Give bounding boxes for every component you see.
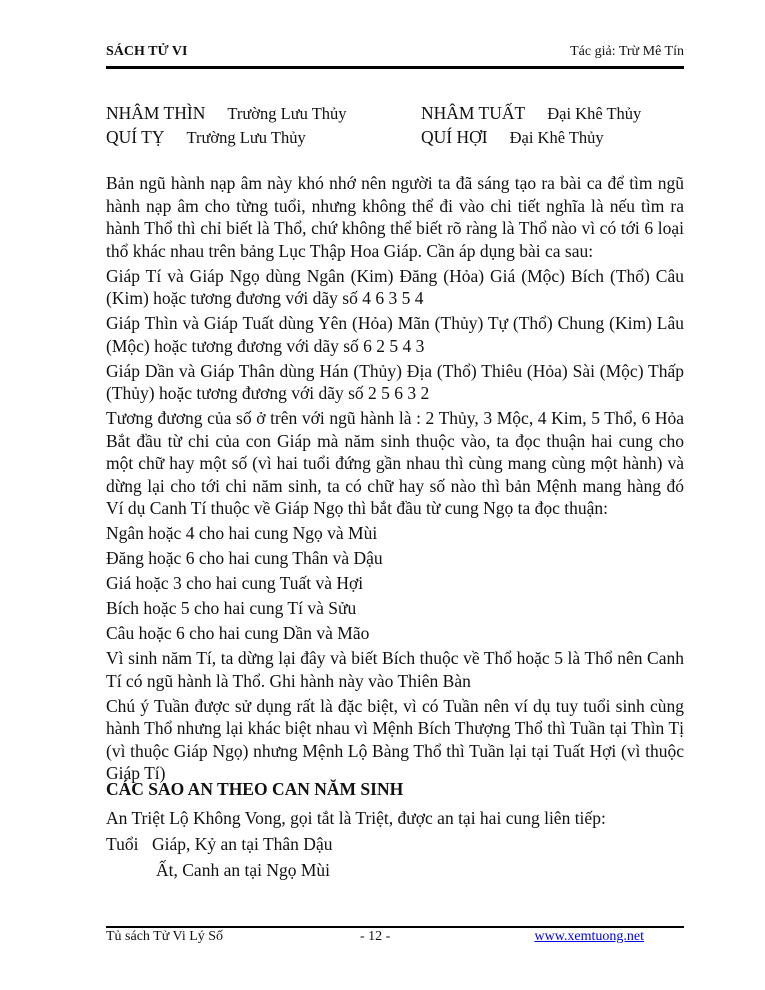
menh: Đại Khê Thủy — [509, 128, 604, 147]
page-header — [106, 44, 684, 64]
paragraph: Ngân hoặc 4 cho hai cung Ngọ và Mùi — [106, 523, 378, 543]
table-row — [106, 101, 684, 125]
menh: Đại Khê Thủy — [547, 104, 642, 123]
table-row — [106, 125, 684, 149]
paragraph: Tương đương của số ở trên với ngũ hành là : 2 Thủy, 3 Mộc, 4 Kim, 5 Thổ, 6 Hỏa Bắt đầu từ chi của con Giáp mà năm sinh thuộc vào, ta đọc thuận hai cung cho một chữ hay một số (vì hai tuổi đứng gần nhau thì cùng mang cùng một hành) và dừng lại cho tới chi năm sinh, ta có chữ hay số nào thì bản Mệnh mang hàng đó Ví dụ Canh Tí thuộc về Giáp Ngọ thì bắt đầu từ cung Ngọ ta đọc thuận: — [106, 408, 684, 518]
page-number: - 12 - — [360, 929, 391, 944]
menh: Trường Lưu Thủy — [227, 104, 347, 123]
table-cell — [106, 101, 347, 126]
paragraph: Vì sinh năm Tí, ta dừng lại đây và biết Bích thuộc về Thổ hoặc 5 là Thổ nên Canh Tí có ngũ hành là Thổ. Ghi hành này vào Thiên Bàn — [106, 648, 684, 691]
table-cell — [106, 125, 306, 150]
tuoi-label: Tuổi — [106, 834, 139, 854]
header-rule — [106, 66, 684, 69]
paragraph: Đăng hoặc 6 cho hai cung Thân và Dậu — [106, 548, 383, 568]
page-footer — [106, 929, 684, 949]
paragraph: Câu hoặc 6 cho hai cung Dần và Mão — [106, 623, 370, 643]
tuoi-line — [106, 831, 684, 857]
paragraph: Giá hoặc 3 cho hai cung Tuất và Hợi — [106, 573, 364, 593]
paragraph: Giáp Thìn và Giáp Tuất dùng Yên (Hỏa) Mãn (Thủy) Tự (Thổ) Chung (Kim) Lâu (Mộc) hoặc tương đương với dãy số 6 2 5 4 3 — [106, 313, 684, 356]
paragraph: Bích hoặc 5 cho hai cung Tí và Sửu — [106, 598, 357, 618]
paragraph: Chú ý Tuần được sử dụng rất là đặc biệt, vì có Tuần nên ví dụ tuy tuổi sinh cùng hành Thổ nhưng lại khác biệt nhau vì Mệnh Bích Thượng Thổ thì Tuần tại Thìn Tị (vì thuộc Giáp Ngọ) nhưng Mệnh Lộ Bàng Thổ thì Tuần lại tại Tuất Hợi (vì thuộc Giáp Tí) — [106, 695, 684, 783]
book-title: SÁCH TỬ VI — [106, 44, 188, 59]
can-chi: QUÍ TỴ — [106, 127, 165, 147]
can-chi: NHÂM THÌN — [106, 103, 206, 123]
body-text — [106, 172, 684, 787]
table-cell — [421, 101, 641, 126]
tuoi-value: Giáp, Kỷ an tại Thân Dậu — [152, 834, 333, 854]
paragraph: An Triệt Lộ Không Vong, gọi tắt là Triệt, được an tại hai cung liên tiếp: — [106, 808, 606, 828]
series-name: Tủ sách Tử Vi Lý Số — [106, 929, 224, 944]
table-cell — [421, 125, 604, 150]
paragraph: Giáp Dần và Giáp Thân dùng Hán (Thủy) Địa (Thổ) Thiêu (Hỏa) Sài (Mộc) Thấp (Thủy) hoặc tương đương với dãy số 2 5 6 3 2 — [106, 360, 684, 403]
author-credit: Tác giả: Trừ Mê Tín — [570, 44, 684, 59]
nap-am-table — [106, 101, 684, 149]
paragraph: Bản ngũ hành nạp âm này khó nhớ nên người ta đã sáng tạo ra bài ca để tìm ngũ hành nạp âm cho từng tuổi, nhưng không thể đi vào chi tiết nghĩa là nếu tìm ra hành Thổ thì chỉ biết là Thổ, chứ không thể biết rõ ràng là Thổ nào vì có tới 6 loại thổ khác nhau trên bảng Lục Thập Hoa Giáp. Cần áp dụng bài ca sau: — [106, 173, 684, 261]
menh: Trường Lưu Thủy — [186, 128, 306, 147]
tuoi-value: Ất, Canh an tại Ngọ Mùi — [156, 860, 331, 880]
website-link[interactable]: www.xemtuong.net — [534, 929, 644, 944]
tuoi-line — [106, 857, 684, 883]
can-chi: QUÍ HỢI — [421, 127, 488, 147]
section-heading: CÁC SAO AN THEO CAN NĂM SINH — [106, 779, 404, 799]
can-chi: NHÂM TUẤT — [421, 103, 526, 123]
paragraph: Giáp Tí và Giáp Ngọ dùng Ngân (Kim) Đăng (Hỏa) Giá (Mộc) Bích (Thổ) Câu (Kim) hoặc tương đương với dãy số 4 6 3 5 4 — [106, 265, 684, 308]
trieu-section — [106, 805, 684, 883]
footer-rule — [106, 926, 684, 928]
